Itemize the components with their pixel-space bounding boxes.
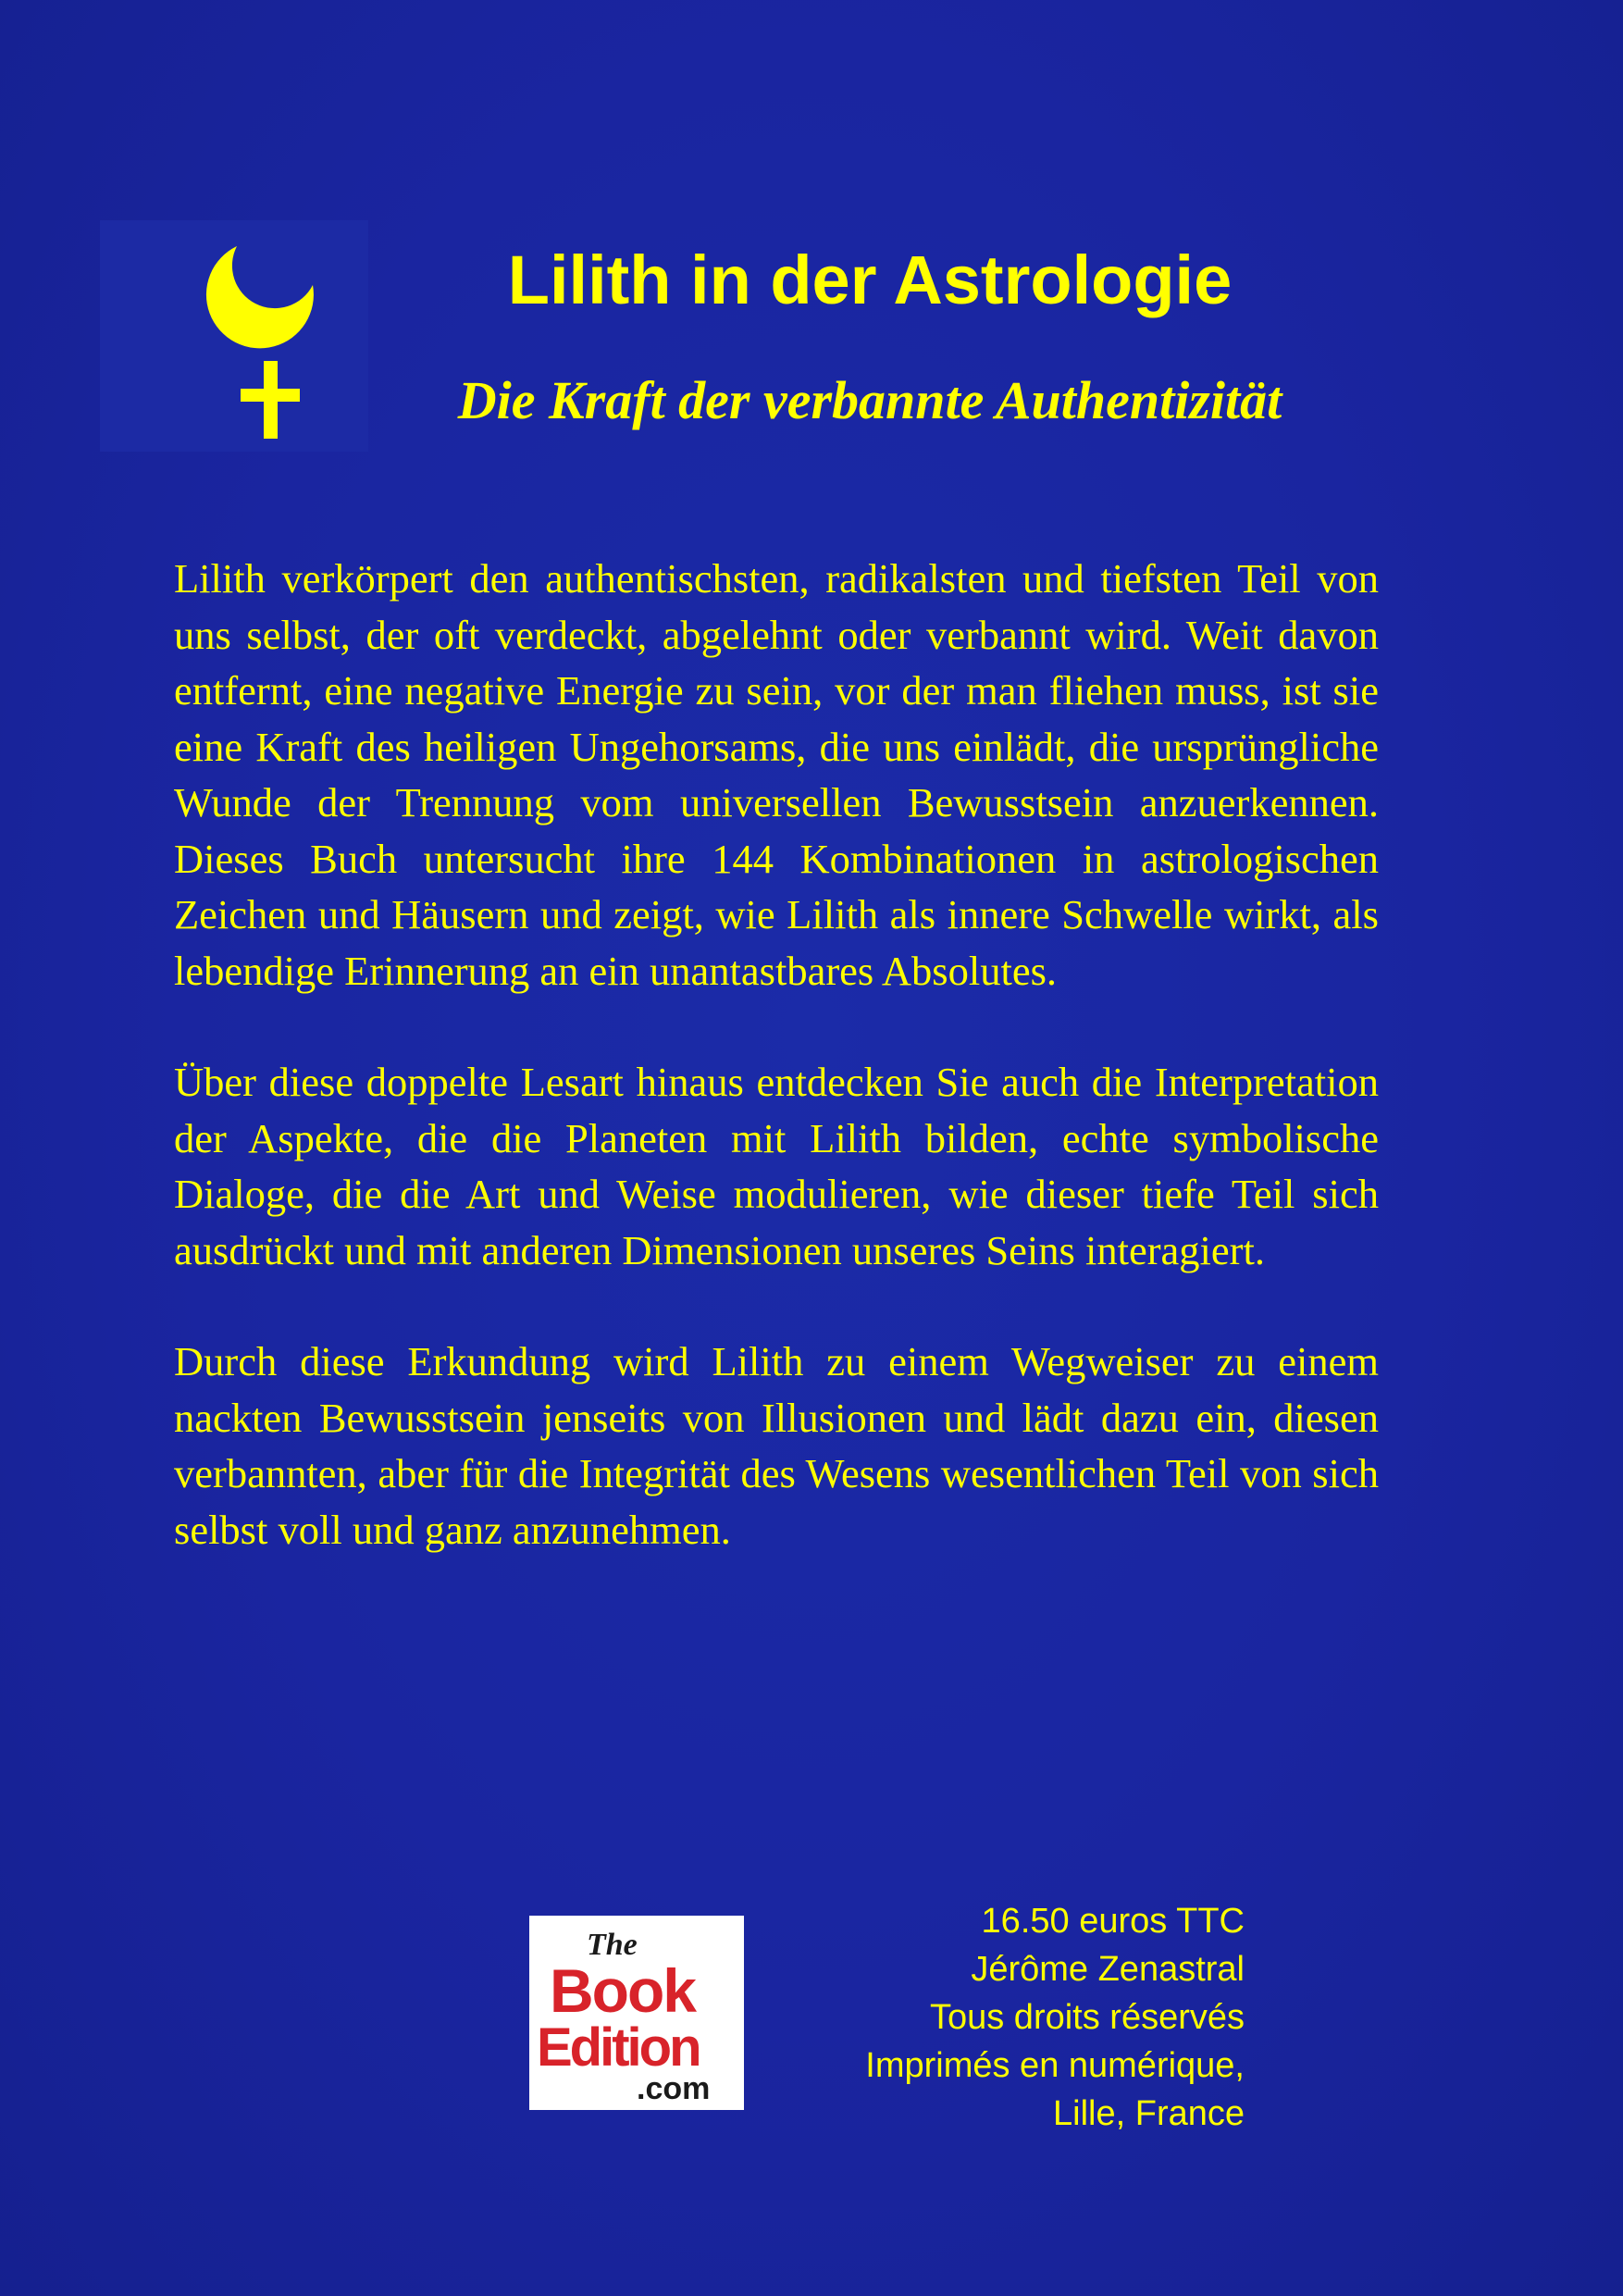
blurb [174,551,1379,1613]
book-title: Lilith in der Astrologie [507,242,1233,318]
logo-line-book: Book [550,1956,695,2025]
printing-text: Imprimés en numérique, [865,2046,1245,2085]
place-text: Lille, France [1053,2094,1245,2133]
logo-line-edition: Edition [537,2017,700,2078]
price-text: 16.50 euros TTC [981,1902,1245,1941]
logo-line-com: .com [637,2071,711,2106]
thebookedition-logo [529,1916,744,2110]
publisher-logo [529,1916,744,2110]
book-subtitle: Die Kraft der verbannte Authentizität [457,370,1282,430]
blurb-paragraph-2: Über diese doppelte Lesart hinaus entdecken Sie auch die Interpretation der Aspekte, die die Planeten mit Lilith bilden, echte symbolische Dialoge, die die Art und Weise modulieren, wie dieser tiefe Teil sich ausdrückt und mit anderen Dimensionen unseres Seins interagiert. [174,1059,1379,1273]
imprint-block [777,1897,1245,2138]
symbol-panel [100,220,368,452]
rights-text: Tous droits réservés [929,1998,1245,2037]
blurb-paragraph-3: Durch diese Erkundung wird Lilith zu einem Wegweiser zu einem nackten Bewusstsein jenseits von Illusionen und lädt dazu ein, diesen verbannten, aber für die Integrität des Wesens wesentlichen Teil von sich selbst voll und ganz anzunehmen. [174,1338,1379,1553]
blurb-paragraph-1: Lilith verkörpert den authentischsten, radikalsten und tiefsten Teil von uns selbst, der oft verdeckt, abgelehnt oder verbannt wird. Weit davon entfernt, eine negative Energie zu sein, vor der man fliehen muss, ist sie eine Kraft des heiligen Ungehorsams, die uns einlädt, die ursprüngliche Wunde der Trennung vom universellen Bewusstsein anzuerkennen. Dieses Buch untersucht ihre 144 Kombinationen in astrologischen Zeichen und Häusern und zeigt, wie Lilith als innere Schwelle wirkt, als lebendige Erinnerung an ein unantastbares Absolutes. [174,555,1379,994]
logo-line-the: The [587,1928,638,1962]
author-text: Jérôme Zenastral [971,1950,1245,1989]
lilith-glyph-icon [100,220,368,452]
